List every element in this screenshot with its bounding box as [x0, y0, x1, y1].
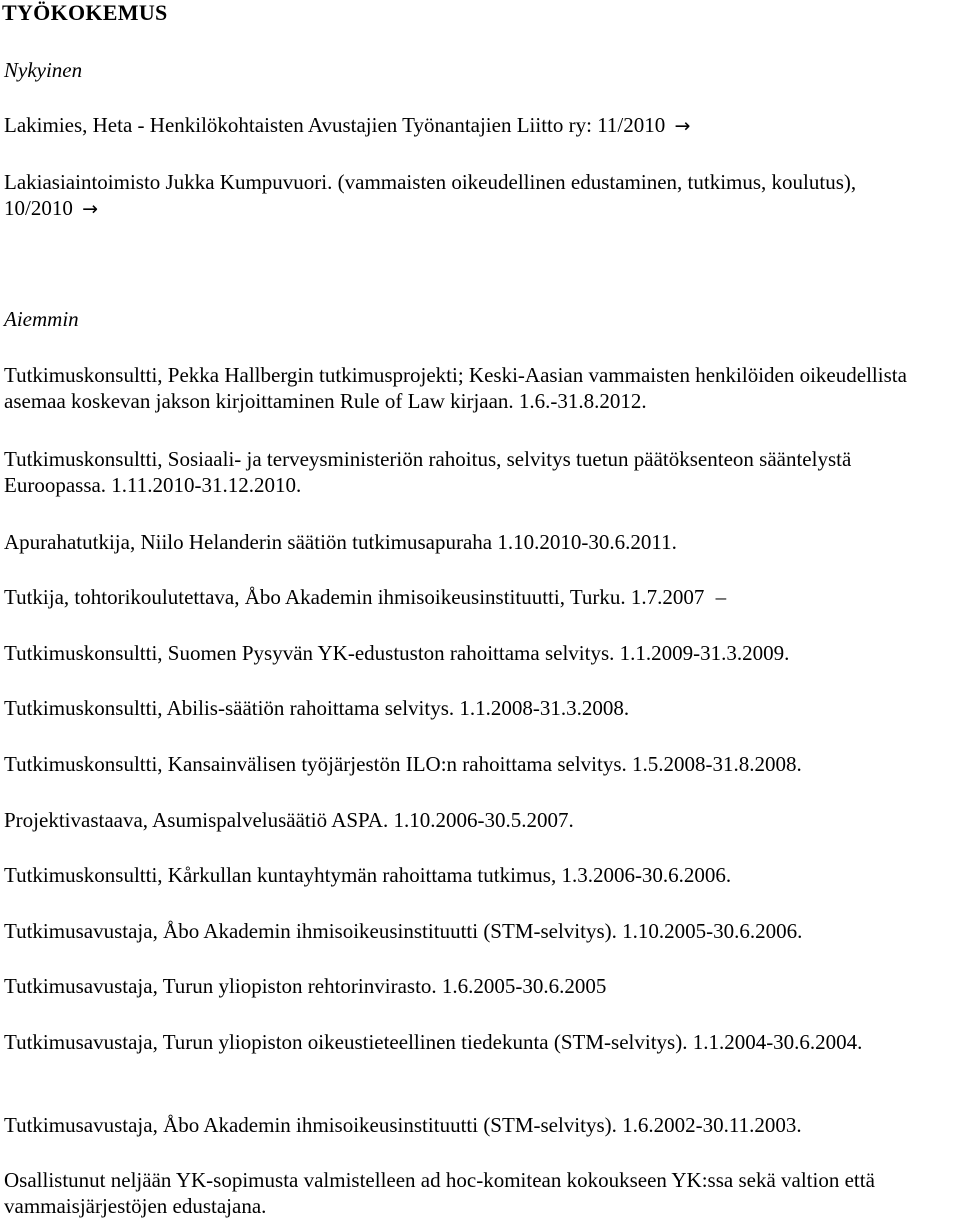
current-entry-1: Lakimies, Heta - Henkilökohtaisten Avustajien Työnantajien Liitto ry: 11/2010 → [4, 113, 691, 137]
previous-entry-5: Tutkimuskonsultti, Suomen Pysyvän YK-edustuston rahoittama selvitys. 1.1.2009-31.3.2009. [4, 641, 790, 665]
previous-entry-12: Tutkimusavustaja, Turun yliopiston oikeustieteellinen tiedekunta (STM-selvitys). 1.1.2004-30.6.2004. [4, 1030, 863, 1054]
previous-entry-8: Projektivastaava, Asumispalvelusäätiö ASPA. 1.10.2006-30.5.2007. [4, 808, 574, 832]
arrow-right-icon: → [82, 198, 99, 220]
previous-entry-11: Tutkimusavustaja, Turun yliopiston rehtorinvirasto. 1.6.2005-30.6.2005 [4, 974, 607, 998]
previous-entry-1: Tutkimuskonsultti, Pekka Hallbergin tutkimusprojekti; Keski-Aasian vammaisten henkilöiden oikeudellista asemaa koskevan jakson kirjoittaminen Rule of Law kirjaan. 1.6.-31.8.2012. [4, 363, 907, 413]
arrow-right-icon: → [674, 115, 691, 137]
previous-entry-14: Osallistunut neljään YK-sopimusta valmistelleen ad hoc-komitean kokoukseen YK:ssa sekä valtion että vammaisjärjestöjen edustajana. [4, 1168, 875, 1218]
section-heading: TYÖKOKEMUS [2, 0, 168, 25]
previous-entry-6: Tutkimuskonsultti, Abilis-säätiön rahoittama selvitys. 1.1.2008-31.3.2008. [4, 696, 630, 720]
previous-entry-7: Tutkimuskonsultti, Kansainvälisen työjärjestön ILO:n rahoittama selvitys. 1.5.2008-31.8.2008. [4, 752, 802, 776]
previous-entry-2: Tutkimuskonsultti, Sosiaali- ja terveysministeriön rahoitus, selvitys tuetun päätöksenteon sääntelystä Euroopassa. 1.11.2010-31.12.2010. [4, 447, 852, 497]
previous-entry-13: Tutkimusavustaja, Åbo Akademin ihmisoikeusinstituutti (STM-selvitys). 1.6.2002-30.11.2003. [4, 1113, 802, 1137]
previous-entry-3: Apurahatutkija, Niilo Helanderin säätiön tutkimusapuraha 1.10.2010-30.6.2011. [4, 530, 677, 554]
previous-entry-10: Tutkimusavustaja, Åbo Akademin ihmisoikeusinstituutti (STM-selvitys). 1.10.2005-30.6.2006. [4, 919, 803, 943]
previous-subheading: Aiemmin [4, 307, 79, 331]
current-subheading: Nykyinen [4, 58, 83, 82]
previous-entry-4: Tutkija, tohtorikoulutettava, Åbo Akademin ihmisoikeusinstituutti, Turku. 1.7.2007 – [4, 585, 727, 609]
previous-entry-9: Tutkimuskonsultti, Kårkullan kuntayhtymän rahoittama tutkimus, 1.3.2006-30.6.2006. [4, 863, 732, 887]
dash-mark: – [715, 585, 727, 609]
current-entry-2: Lakiasiaintoimisto Jukka Kumpuvuori. (vammaisten oikeudellinen edustaminen, tutkimus, koulutus), 10/2010 → [4, 170, 857, 220]
